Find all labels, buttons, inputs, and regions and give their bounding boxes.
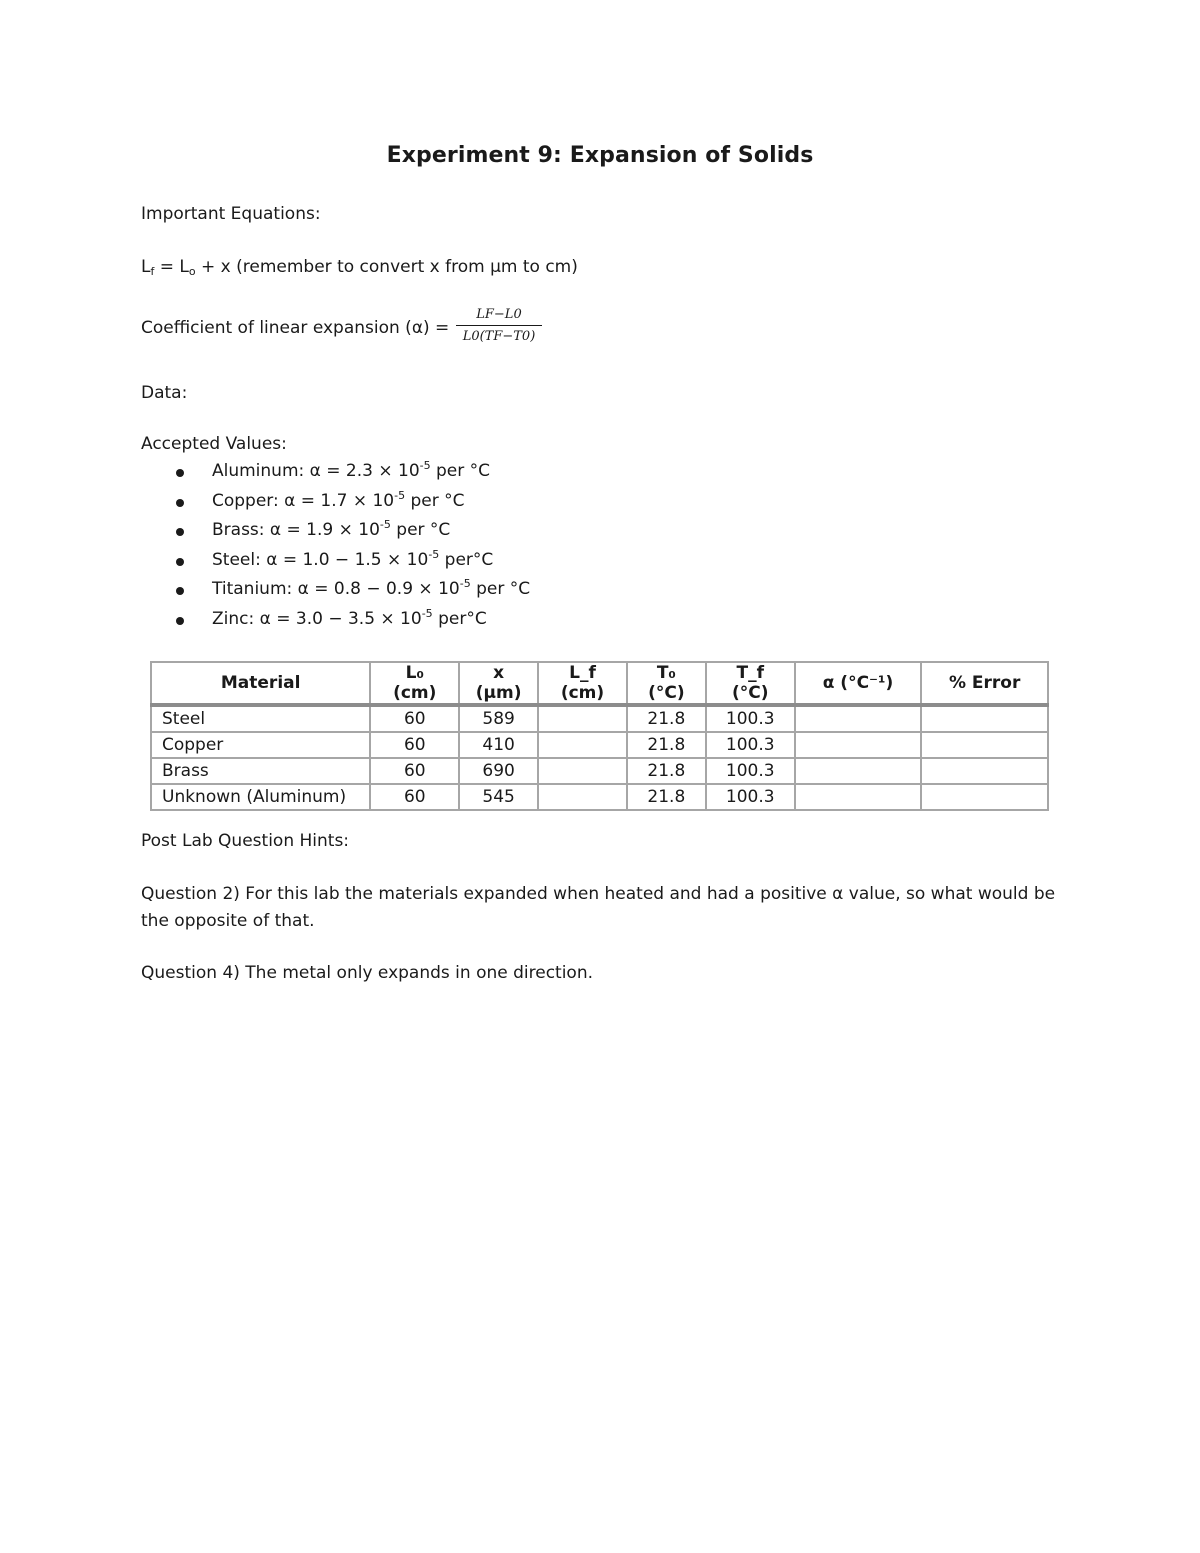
- table-row: [151, 705, 1048, 732]
- accepted-values-label: Accepted Values:: [141, 434, 287, 454]
- fraction-numerator: LF−L0: [456, 307, 542, 326]
- table-cell: [795, 732, 922, 758]
- column-header: α (°C⁻¹): [795, 662, 922, 705]
- column-header: % Error: [921, 662, 1048, 705]
- table-cell: [921, 732, 1048, 758]
- list-item: Steel: $\alpha = 1.0 - 1.5 \times 10^{-5}$ per°C: [141, 550, 530, 580]
- table-cell: 60: [370, 758, 459, 784]
- list-item: Zinc: $\alpha = 3.0 - 3.5 \times 10^{-5}$ per°C: [141, 609, 530, 639]
- equation-coefficient-label: Coefficient of linear expansion (α) =: [141, 318, 450, 338]
- table-cell: 21.8: [627, 732, 706, 758]
- data-table: [150, 661, 1049, 811]
- table-cell: [921, 705, 1048, 732]
- accepted-values-list: [141, 461, 530, 639]
- list-item: Aluminum: $\alpha = 2.3 \times 10^{-5}$ per °C: [141, 461, 530, 491]
- table-row: [151, 732, 1048, 758]
- table-cell: 690: [459, 758, 538, 784]
- page-title: Experiment 9: Expansion of Solids: [386, 143, 814, 168]
- equation-final-length: Lf = Lo + x (remember to convert x from μm to cm): [141, 257, 578, 278]
- column-header: x (μm): [459, 662, 538, 705]
- table-cell: 100.3: [706, 732, 795, 758]
- table-cell: [795, 705, 922, 732]
- table-cell: Brass: [151, 758, 370, 784]
- table-cell: 410: [459, 732, 538, 758]
- equation-coefficient-fraction: [456, 307, 542, 344]
- table-header-row: [151, 662, 1048, 705]
- table-cell: [538, 784, 627, 810]
- hint-question-4: Question 4) The metal only expands in one direction.: [141, 963, 594, 983]
- table-cell: 21.8: [627, 758, 706, 784]
- column-header: T₀ (°C): [627, 662, 706, 705]
- table-row: [151, 784, 1048, 810]
- list-item: Brass: $\alpha = 1.9 \times 10^{-5}$ per °C: [141, 520, 530, 550]
- hint-question-2: Question 2) For this lab the materials expanded when heated and had a positive α value, so what would be the opposite of that.: [141, 884, 1056, 931]
- table-cell: 545: [459, 784, 538, 810]
- table-cell: 21.8: [627, 784, 706, 810]
- table-cell: Unknown (Aluminum): [151, 784, 370, 810]
- table-cell: 100.3: [706, 758, 795, 784]
- table-cell: 589: [459, 705, 538, 732]
- table-cell: [538, 705, 627, 732]
- table-cell: 21.8: [627, 705, 706, 732]
- column-header: L₀ (cm): [370, 662, 459, 705]
- post-lab-hints-label: Post Lab Question Hints:: [141, 831, 350, 851]
- column-header: T_f (°C): [706, 662, 795, 705]
- table-cell: 100.3: [706, 784, 795, 810]
- table-cell: Steel: [151, 705, 370, 732]
- table-cell: [795, 758, 922, 784]
- fraction-denominator: L0(TF−T0): [462, 329, 536, 344]
- column-header: L_f (cm): [538, 662, 627, 705]
- table-cell: [795, 784, 922, 810]
- table-cell: [921, 784, 1048, 810]
- table-cell: 60: [370, 784, 459, 810]
- table-cell: 60: [370, 732, 459, 758]
- table-cell: [538, 758, 627, 784]
- data-label: Data:: [141, 383, 188, 403]
- table-row: [151, 758, 1048, 784]
- table-cell: [921, 758, 1048, 784]
- table-cell: [538, 732, 627, 758]
- table-cell: 100.3: [706, 705, 795, 732]
- important-equations-label: Important Equations:: [141, 204, 321, 224]
- column-header: Material: [151, 662, 370, 705]
- list-item: Copper: $\alpha = 1.7 \times 10^{-5}$ per °C: [141, 491, 530, 521]
- table-cell: Copper: [151, 732, 370, 758]
- list-item: Titanium: $\alpha = 0.8 - 0.9 \times 10^{-5}$ per °C: [141, 579, 530, 609]
- table-cell: 60: [370, 705, 459, 732]
